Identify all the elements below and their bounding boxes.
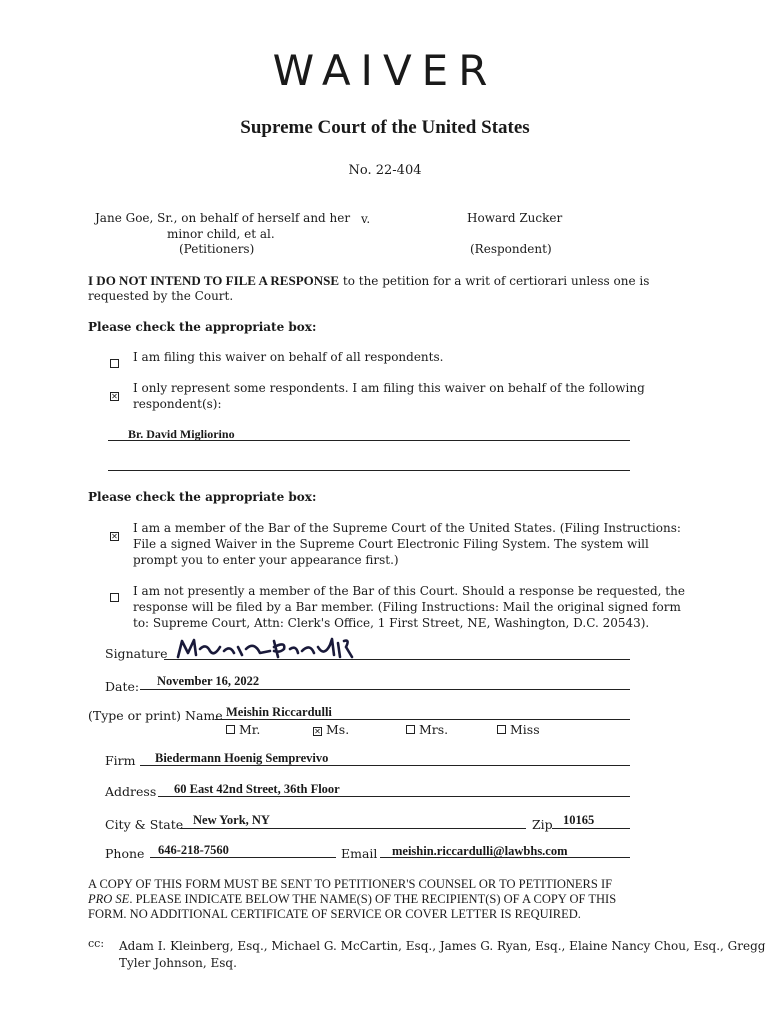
date-line [140,689,630,690]
title-mr[interactable] [226,722,260,737]
section2-heading: Please check the appropriate box: [88,490,317,504]
notice-pro-se: PRO SE [88,892,130,906]
intent-rest: to the petition for a writ of certiorari unless one is [342,274,650,288]
address-label: Address [105,784,157,799]
checkbox-not-bar-member-box[interactable] [110,593,119,602]
cc-label: cc: [88,937,105,950]
option-all-respondents-label: I am filing this waiver on behalf of all respondents. [133,350,444,364]
petitioner-line-1: Jane Goe, Sr., on behalf of herself and her [95,211,351,225]
zip-line [552,828,630,829]
zip-value[interactable]: 10165 [563,813,595,827]
respondent-entry-1[interactable]: Br. David Migliorino [128,427,235,441]
option-member-line-1: I am a member of the Bar of the Supreme Court of the United States. (Filing Instructions: [133,521,681,535]
respondent-role: (Respondent) [470,242,552,256]
intent-statement-line-2: requested by the Court. [88,289,234,303]
checkbox-bar-member-box[interactable]: ✕ [111,532,118,541]
city-state-value[interactable]: New York, NY [193,813,270,827]
respondent-name: Howard Zucker [467,211,563,225]
firm-label: Firm [105,753,136,768]
title-ms-box[interactable]: ✕ [314,727,321,736]
title-ms[interactable] [313,722,349,737]
title-mrs[interactable] [406,722,448,737]
name-value[interactable]: Meishin Riccardulli [226,705,332,719]
checkbox-some-respondents[interactable] [110,384,119,403]
title-mrs-label: Mrs. [418,722,449,737]
checkbox-not-bar-member[interactable] [110,587,119,606]
respondent-line-1 [108,440,630,441]
email-line [380,857,630,858]
cc-line-2: Tyler Johnson, Esq. [119,956,237,970]
section1-heading: Please check the appropriate box: [88,320,317,334]
court-name: Supreme Court of the United States [240,117,530,138]
address-line [158,796,630,797]
respondent-line-2 [108,470,630,471]
option-some-respondents-line-1: I only represent some respondents. I am filing this waiver on behalf of the following [133,381,645,395]
email-label: Email [341,846,378,861]
city-state-line [180,828,526,829]
checkbox-some-respondents-box[interactable]: ✕ [111,392,118,401]
checkbox-bar-member[interactable] [110,524,119,543]
notice-line-2-rest: . PLEASE INDICATE BELOW THE NAME(S) OF THE RECIPIENT(S) OF A COPY OF THIS [129,892,617,906]
name-line [215,719,630,720]
option-member-line-3: prompt you to enter your appearance first.) [133,553,399,567]
date-value[interactable]: November 16, 2022 [157,674,260,688]
phone-line [150,857,336,858]
address-value[interactable]: 60 East 42nd Street, 36th Floor [174,782,340,796]
cc-line-1: Adam I. Kleinberg, Esq., Michael G. McCartin, Esq., James G. Ryan, Esq., Elaine Nancy Chou, Esq., Gregg [119,939,766,953]
petitioner-line-2: minor child, et al. [167,227,275,241]
name-label: (Type or print) Name [88,708,223,723]
zip-label: Zip [532,817,553,832]
signature-line [164,659,630,660]
title-ms-label: Ms. [325,722,350,737]
date-label: Date: [105,679,140,694]
petitioner-role: (Petitioners) [179,242,255,256]
title-miss[interactable] [497,722,540,737]
title-miss-label: Miss [509,722,540,737]
notice-line-1: A COPY OF THIS FORM MUST BE SENT TO PETITIONER'S COUNSEL OR TO PETITIONERS IF [88,877,613,891]
city-state-label: City & State [105,817,184,832]
title-mrs-box[interactable] [406,725,415,734]
notice-line-2 [88,892,688,907]
phone-value[interactable]: 646-218-7560 [158,843,229,857]
firm-line [140,765,630,766]
intent-statement-line-1 [88,273,649,289]
option-nonmember-line-1: I am not presently a member of the Bar of this Court. Should a response be requested, the [133,584,685,598]
docket-number: No. 22-404 [348,163,422,178]
title-mr-box[interactable] [226,725,235,734]
email-value[interactable]: meishin.riccardulli@lawbhs.com [392,844,568,858]
title-mr-label: Mr. [238,722,261,737]
intent-bold: I DO NOT INTEND TO FILE A RESPONSE [88,273,340,288]
notice-line-3: FORM. NO ADDITIONAL CERTIFICATE OF SERVICE OR COVER LETTER IS REQUIRED. [88,907,581,921]
signature-label: Signature [105,646,168,661]
checkbox-all-respondents-box[interactable] [110,359,119,368]
option-some-respondents-line-2: respondent(s): [133,397,222,411]
option-nonmember-line-3: to: Supreme Court, Attn: Clerk's Office, 1 First Street, NE, Washington, D.C. 20543). [133,616,650,630]
form-title: WAIVER [272,46,498,95]
option-member-line-2: File a signed Waiver in the Supreme Court Electronic Filing System. The system will [133,537,649,551]
title-miss-box[interactable] [497,725,506,734]
option-nonmember-line-2: response will be filed by a Bar member. (Filing Instructions: Mail the original signed form [133,600,681,614]
phone-label: Phone [105,846,145,861]
firm-value[interactable]: Biedermann Hoenig Semprevivo [155,751,329,765]
versus: v. [361,212,371,226]
checkbox-all-respondents[interactable] [110,353,119,372]
service-notice [88,877,688,922]
